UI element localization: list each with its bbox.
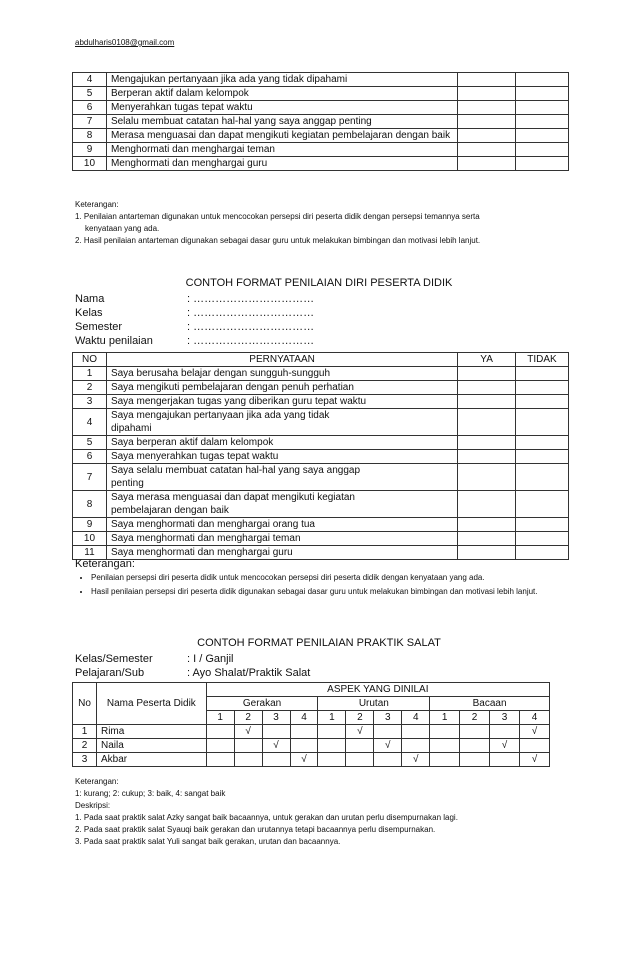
field-value: : …………………………… [187,335,315,347]
row-statement: Saya mengerjakan tugas yang diberikan guru tepat waktu [106,395,457,409]
scale-header: 1 [318,711,346,725]
row-number: 6 [73,101,107,115]
header-pernyataan: PERNYATAAN [106,353,457,367]
row-cell-empty [458,157,516,171]
row-cell-ya [458,409,516,436]
field-label: Semester [75,321,123,333]
score-cell-bacaan [519,725,549,739]
table-row [73,491,569,518]
row-statement: Selalu membuat catatan hal-hal yang saya anggap penting [106,115,457,129]
row-statement: Menghormati dan menghargai teman [106,143,457,157]
scale-header: 3 [374,711,402,725]
row-number: 3 [73,395,107,409]
table-row [73,129,569,143]
keterangan-2-bullet-2: • Hasil penilaian persepsi diri peserta didik digunakan sebagai dasar guru untuk melakukan bimbingan dan motivasi lebih lanjut. [91,585,570,599]
table-praktik-salat [72,682,550,767]
score-cell-urutan [402,739,430,753]
score-cell-urutan [318,739,346,753]
row-statement: Saya berusaha belajar dengan sungguh-sungguh [106,367,457,381]
section-2-fields [75,292,314,348]
row-cell-empty [516,129,569,143]
row-number: 9 [73,518,107,532]
row-cell-tidak [516,491,569,518]
score-cell-bacaan [460,753,490,767]
table-row [73,157,569,171]
row-cell-tidak [516,381,569,395]
table-row [73,101,569,115]
score-cell-urutan [346,739,374,753]
row-cell-empty [516,143,569,157]
keterangan-2-bullet-1: • Penilaian persepsi diri peserta didik untuk mencocokan persepsi diri peserta didik dengan kenyataan yang ada. [91,571,570,585]
row-cell-tidak [516,518,569,532]
deskripsi-item: 3. Pada saat praktik salat Yuli sangat baik gerakan, urutan dan bacaannya. [75,837,341,846]
header-email: abdulharis0108@gmail.com [75,38,175,47]
score-cell-urutan [402,753,430,767]
score-cell-gerakan [290,739,318,753]
score-cell-urutan [402,725,430,739]
score-cell-gerakan [262,739,290,753]
check-mark: √ [531,726,538,737]
scale-header: 1 [430,711,460,725]
score-cell-urutan [374,753,402,767]
table-row [73,73,569,87]
row-number: 10 [73,532,107,546]
field-value: : …………………………… [187,321,315,333]
row-statement: Berperan aktif dalam kelompok [106,87,457,101]
row-cell-empty [458,143,516,157]
scale-header: 4 [402,711,430,725]
score-cell-gerakan [234,739,262,753]
keterangan-3 [75,776,575,848]
table-row [73,367,569,381]
row-statement: Saya menghormati dan menghargai teman [106,532,457,546]
form-field [75,320,314,334]
table-row [73,409,569,436]
row-number: 2 [73,381,107,395]
table-row [73,381,569,395]
keterangan-2 [75,557,570,599]
keterangan-3-deskripsi: Deskripsi: [75,801,111,810]
form-field [75,652,310,666]
table-row [73,753,550,767]
scale-header: 4 [519,711,549,725]
header-tidak: TIDAK [516,353,569,367]
row-cell-ya [458,491,516,518]
row-name: Rima [96,725,206,739]
header-aspek: ASPEK YANG DINILAI [206,683,549,697]
score-cell-gerakan [206,739,234,753]
check-mark: √ [301,754,307,765]
score-cell-gerakan [206,725,234,739]
table-row [73,395,569,409]
score-cell-bacaan [490,725,520,739]
field-value: : I / Ganjil [187,653,234,665]
score-cell-gerakan [262,753,290,767]
row-number: 9 [73,143,107,157]
field-value: : …………………………… [187,307,315,319]
score-cell-gerakan [262,725,290,739]
row-number: 7 [73,464,107,491]
field-label: Pelajaran/Sub [75,667,145,679]
check-mark: √ [501,740,508,751]
keterangan-1-item-1: 1. Penilaian antarteman digunakan untuk mencocokan persepsi diri peserta didik dengan persepsi temannya serta [75,212,480,221]
row-cell-empty [458,87,516,101]
row-name: Akbar [96,753,206,767]
score-cell-urutan [318,725,346,739]
row-statement: Saya selalu membuat catatan hal-hal yang saya anggap penting [106,464,457,491]
row-number: 5 [73,436,107,450]
row-number: 2 [73,739,97,753]
field-label: Waktu penilaian [75,335,153,347]
row-cell-empty [516,115,569,129]
field-label: Nama [75,293,105,305]
keterangan-1-item-2: 2. Hasil penilaian antarteman digunakan sebagai dasar guru untuk melakukan bimbingan dan motivasi lebih lanjut. [75,236,481,245]
table-penilaian-diri [72,352,569,560]
check-mark: √ [245,726,251,737]
row-statement: Menyerahkan tugas tepat waktu [106,101,457,115]
table-row [73,518,569,532]
header-no: No [73,683,97,725]
row-statement: Saya mengajukan pertanyaan jika ada yang tidak dipahami [106,409,457,436]
row-cell-empty [458,73,516,87]
row-cell-ya [458,436,516,450]
scale-header: 2 [234,711,262,725]
keterangan-3-label: Keterangan: [75,777,119,786]
row-cell-ya [458,464,516,491]
score-cell-urutan [346,725,374,739]
row-cell-ya [458,395,516,409]
score-cell-bacaan [490,753,520,767]
keterangan-2-label: Keterangan: [75,558,135,570]
score-cell-bacaan [430,725,460,739]
score-cell-gerakan [234,753,262,767]
row-cell-tidak [516,409,569,436]
form-field [75,292,314,306]
score-cell-bacaan [519,739,549,753]
form-field [75,666,310,680]
section-2-title: CONTOH FORMAT PENILAIAN DIRI PESERTA DIDIK [185,277,453,289]
row-number: 4 [73,409,107,436]
row-cell-empty [458,129,516,143]
field-label: Kelas [75,307,103,319]
table-row [73,725,550,739]
row-number: 11 [73,546,107,560]
row-cell-tidak [516,532,569,546]
score-cell-bacaan [490,739,520,753]
header-nama: Nama Peserta Didik [96,683,206,725]
check-mark: √ [412,754,419,765]
header-ya: YA [458,353,516,367]
scale-header: 3 [262,711,290,725]
form-field [75,334,314,348]
row-cell-empty [516,101,569,115]
row-statement: Merasa menguasai dan dapat mengikuti kegiatan pembelajaran dengan baik [106,129,457,143]
score-cell-gerakan [290,725,318,739]
row-cell-ya [458,450,516,464]
scale-header: 2 [460,711,490,725]
table-row [73,739,550,753]
row-cell-tidak [516,367,569,381]
field-value: : Ayo Shalat/Praktik Salat [187,667,311,679]
score-cell-bacaan [430,739,460,753]
keterangan-3-skor: 1: kurang; 2: cukup; 3: baik, 4: sangat baik [75,789,226,798]
table-row [73,464,569,491]
row-number: 3 [73,753,97,767]
row-number: 7 [73,115,107,129]
form-field [75,306,314,320]
field-value: : …………………………… [187,293,315,305]
deskripsi-item: 1. Pada saat praktik salat Azky sangat baik bacaannya, untuk gerakan dan urutan perlu disempurnakan lagi. [75,813,458,822]
row-number: 1 [73,725,97,739]
score-cell-gerakan [206,753,234,767]
score-cell-gerakan [234,725,262,739]
row-number: 6 [73,450,107,464]
score-cell-bacaan [430,753,460,767]
row-statement: Menghormati dan menghargai guru [106,157,457,171]
row-statement: Saya menyerahkan tugas tepat waktu [106,450,457,464]
section-3-fields [75,652,310,680]
header-bacaan: Bacaan [430,697,550,711]
table-row [73,115,569,129]
table-penilaian-antarteman [72,72,569,171]
table-row [73,143,569,157]
row-cell-empty [516,157,569,171]
score-cell-bacaan [460,739,490,753]
table-row [73,532,569,546]
row-cell-tidak [516,450,569,464]
check-mark: √ [385,740,391,751]
check-mark: √ [531,754,538,765]
row-cell-empty [516,87,569,101]
check-mark: √ [357,726,363,737]
score-cell-urutan [346,753,374,767]
row-number: 5 [73,87,107,101]
row-statement: Saya berperan aktif dalam kelompok [106,436,457,450]
row-number: 8 [73,129,107,143]
score-cell-gerakan [290,753,318,767]
keterangan-1 [75,199,575,247]
scale-header: 2 [346,711,374,725]
row-cell-empty [458,115,516,129]
header-urutan: Urutan [318,697,430,711]
header-gerakan: Gerakan [206,697,318,711]
keterangan-1-item-1b: kenyataan yang ada. [85,224,160,233]
score-cell-urutan [318,753,346,767]
field-label: Kelas/Semester [75,653,153,665]
section-3-title: CONTOH FORMAT PENILAIAN PRAKTIK SALAT [197,637,441,649]
row-cell-ya [458,381,516,395]
score-cell-urutan [374,739,402,753]
row-number: 8 [73,491,107,518]
row-number: 1 [73,367,107,381]
check-mark: √ [273,740,279,751]
row-cell-tidak [516,395,569,409]
row-name: Naila [96,739,206,753]
row-cell-tidak [516,464,569,491]
row-number: 4 [73,73,107,87]
row-statement: Saya menghormati dan menghargai orang tua [106,518,457,532]
row-cell-ya [458,367,516,381]
table-row [73,436,569,450]
scale-header: 1 [206,711,234,725]
keterangan-1-label: Keterangan: [75,200,119,209]
row-cell-tidak [516,436,569,450]
deskripsi-item: 2. Pada saat praktik salat Syauqi baik gerakan dan urutannya tetapi bacaannya perlu disempurnakan. [75,825,436,834]
scale-header: 3 [490,711,520,725]
score-cell-bacaan [519,753,549,767]
row-cell-ya [458,532,516,546]
row-statement: Saya mengikuti pembelajaran dengan penuh perhatian [106,381,457,395]
score-cell-bacaan [460,725,490,739]
row-number: 10 [73,157,107,171]
header-no: NO [73,353,107,367]
row-statement: Saya merasa menguasai dan dapat mengikuti kegiatan pembelajaran dengan baik [106,491,457,518]
table-row [73,450,569,464]
row-statement: Mengajukan pertanyaan jika ada yang tidak dipahami [106,73,457,87]
row-cell-empty [458,101,516,115]
table-row [73,87,569,101]
row-statement: Saya menghormati dan menghargai guru [106,546,457,560]
row-cell-empty [516,73,569,87]
row-cell-ya [458,518,516,532]
score-cell-urutan [374,725,402,739]
scale-header: 4 [290,711,318,725]
